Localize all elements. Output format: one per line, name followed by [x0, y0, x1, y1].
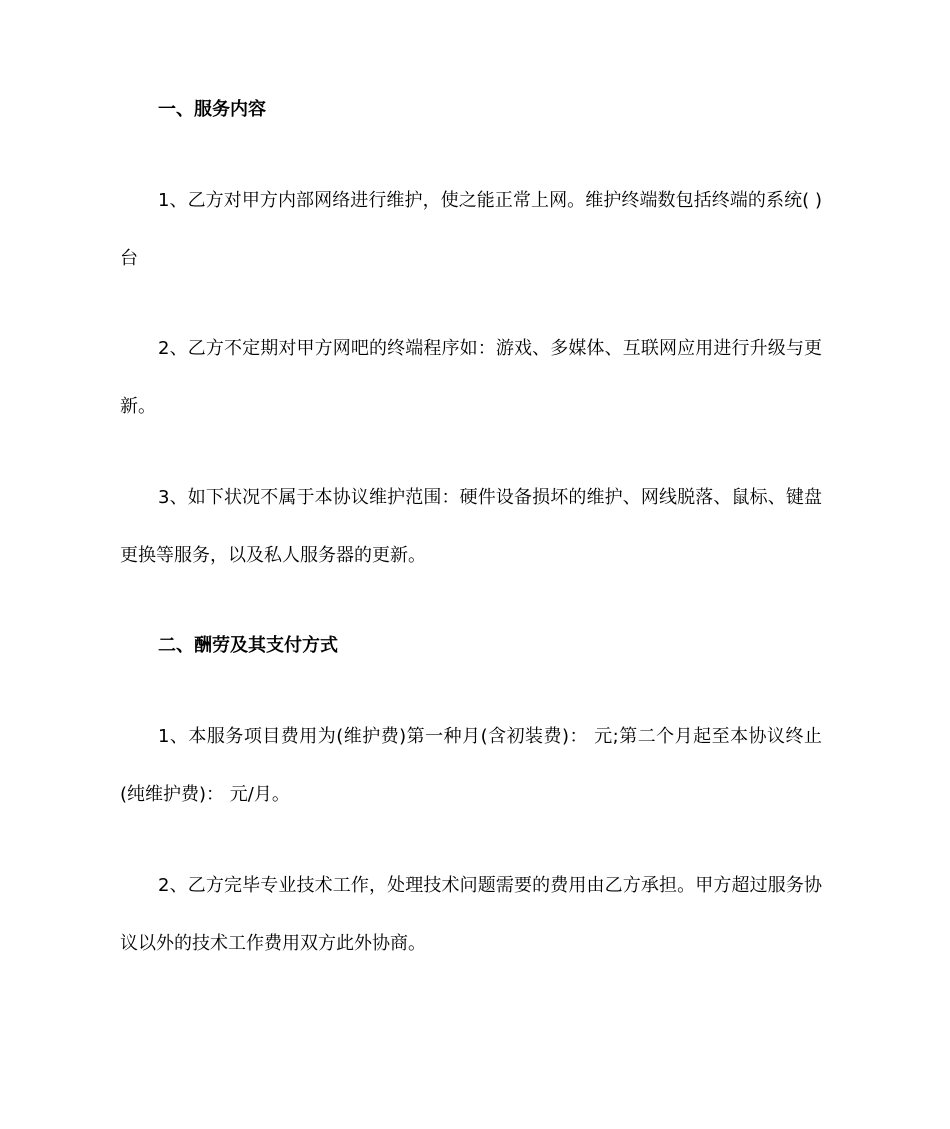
paragraph-item-1: 1、乙方对甲方内部网络进行维护，使之能正常上网。维护终端数包括终端的系统( )台 [120, 190, 822, 269]
paragraph-fee-item-2: 2、乙方完毕专业技术工作，处理技术问题需要的费用由乙方承担。甲方超过服务协议以外的技术工作费用双方此外协商。 [120, 875, 822, 954]
section-heading-payment: 二、酬劳及其支付方式 [158, 635, 338, 656]
paragraph-fee-item-1: 1、本服务项目费用为(维护费)第一种月(含初装费)： 元;第二个月起至本协议终止(纯维护费)： 元/月。 [120, 726, 822, 805]
section-heading-service-content: 一、服务内容 [158, 99, 266, 120]
paragraph-item-3: 3、如下状况不属于本协议维护范围：硬件设备损坏的维护、网线脱落、鼠标、键盘更换等服务，以及私人服务器的更新。 [120, 487, 822, 566]
paragraph-item-2: 2、乙方不定期对甲方网吧的终端程序如：游戏、多媒体、互联网应用进行升级与更新。 [120, 338, 822, 417]
